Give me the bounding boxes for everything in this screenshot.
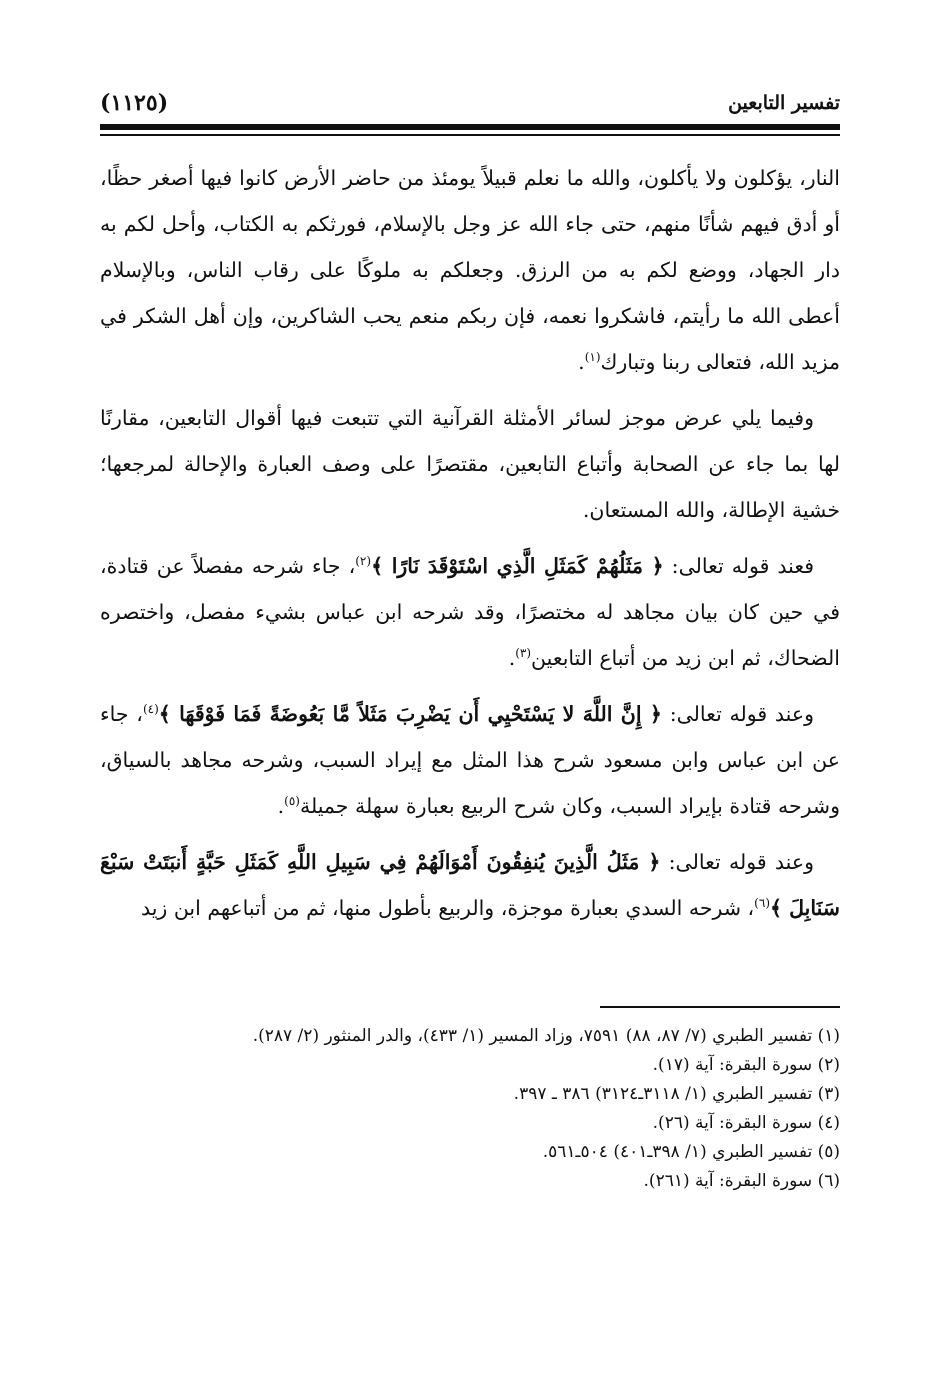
paragraph-4-intro: وعند قوله تعالى:: [661, 702, 814, 726]
footnote-ref-3: (٣): [515, 646, 532, 661]
footnote-4: (٤) سورة البقرة: آية (٢٦).: [652, 1113, 840, 1133]
paragraph-1: [100, 155, 840, 385]
running-title: تفسير التابعين: [728, 92, 840, 114]
paragraph-5-intro: وعند قوله تعالى:: [660, 850, 814, 874]
header-rule-thin: [100, 134, 840, 136]
quran-verse-3: ﴿ مَثَلُ الَّذِينَ يُنفِقُونَ أَمْوَالَهُمْ فِي سَبِيلِ اللَّهِ كَمَثَلِ حَبَّةٍ أَنبَتَتْ سَبْعَ سَنَابِلَ ﴾: [100, 850, 840, 920]
paragraph-4-end: .: [277, 794, 285, 818]
footnote-ref-6: (٦): [754, 896, 770, 911]
paragraph-2: [100, 395, 840, 533]
paragraph-1-text: النار، يؤكلون ولا يأكلون، والله ما نعلم قبيلاً يومئذ من حاضر الأرض كانوا فيها أصغر حظًا، أو أدق فيهم شأنًا منهم، حتى جاء الله عز وجل بالإسلام، فورثكم به الكتاب، وأحل لكم به دار الجهاد، ووضع لكم به من الرزق. وجعلكم به ملوكًا على رقاب الناس، وبالإسلام أعطى الله ما رأيتم، فاشكروا نعمه، فإن ربكم منعم يحب الشاكرين، وإن أهل الشكر في مزيد الله، فتعالى ربنا وتبارك: [100, 166, 840, 374]
footnote-ref-5: (٥): [284, 794, 300, 809]
paragraph-2-text: وفيما يلي عرض موجز لسائر الأمثلة القرآنية التي تتبعت فيها أقوال التابعين، مقارنًا لها بما جاء عن الصحابة وأتباع التابعين، مقتصرًا على وصف العبارة والإحالة لمرجعها؛ خشية الإطالة، والله المستعان.: [100, 406, 840, 522]
page-header: [100, 92, 840, 122]
footnotes: [100, 1022, 840, 1196]
paragraph-3-end: .: [508, 646, 516, 670]
footnote-ref-4: (٤): [142, 702, 159, 717]
paragraph-3-intro: فعند قوله تعالى:: [663, 554, 815, 578]
quran-verse-2: ﴿ إِنَّ اللَّهَ لا يَسْتَحْيِي أَن يَضْرِبَ مَثَلاً مَّا بَعُوضَةً فَمَا فَوْقَهَا ﴾: [158, 702, 662, 726]
footnote-6: (٦) سورة البقرة: آية (٢٦١).: [643, 1171, 840, 1191]
paragraph-5-text: ، شرحه السدي بعبارة موجزة، والربيع بأطول منها، ثم من أتباعهم ابن زيد: [140, 896, 755, 920]
footnote-3: (٣) تفسير الطبري (١/ ٣١١٨ـ٣١٢٤) ٣٨٦ ـ ٣٩٧.: [513, 1084, 840, 1104]
body-text: [100, 155, 840, 941]
footnote-1: (١) تفسير الطبري (٧/ ٨٧، ٨٨) ٧٥٩١، وزاد المسير (١/ ٤٣٣)، والدر المنثور (٢/ ٢٨٧).: [252, 1026, 840, 1046]
paragraph-5: [100, 839, 840, 931]
paragraph-3-text: ، جاء شرحه مفصلاً عن قتادة، في حين كان بيان مجاهد له مختصرًا، وقد شرحه ابن عباس بشيء مفصل، واختصره الضحاك، ثم ابن زيد من أتباع التابعين: [100, 554, 840, 670]
paragraph-4: [100, 691, 840, 829]
footnote-separator: [600, 1006, 840, 1008]
page-number: (١١٢٥): [100, 90, 169, 116]
paragraph-3: [100, 543, 840, 681]
paragraph-4-text: ، جاء عن ابن عباس وابن مسعود شرح هذا المثل مع إيراد السبب، وشرحه مجاهد بالسياق، وشرحه قتادة بإيراد السبب، وكان شرح الربيع بعبارة سهلة جميلة: [100, 702, 840, 818]
quran-verse-1: ﴿ مَثَلُهُمْ كَمَثَلِ الَّذِي اسْتَوْقَدَ نَارًا ﴾: [371, 554, 664, 578]
paragraph-1-end: .: [578, 350, 585, 374]
footnote-ref-2: (٢): [355, 554, 372, 569]
footnote-5: (٥) تفسير الطبري (١/ ٣٩٨ـ٤٠١) ٥٠٤ـ٥٦١.: [542, 1142, 840, 1162]
footnote-2: (٢) سورة البقرة: آية (١٧).: [652, 1055, 840, 1075]
header-rule-thick: [100, 124, 840, 130]
footnote-ref-1: (١): [584, 350, 601, 365]
